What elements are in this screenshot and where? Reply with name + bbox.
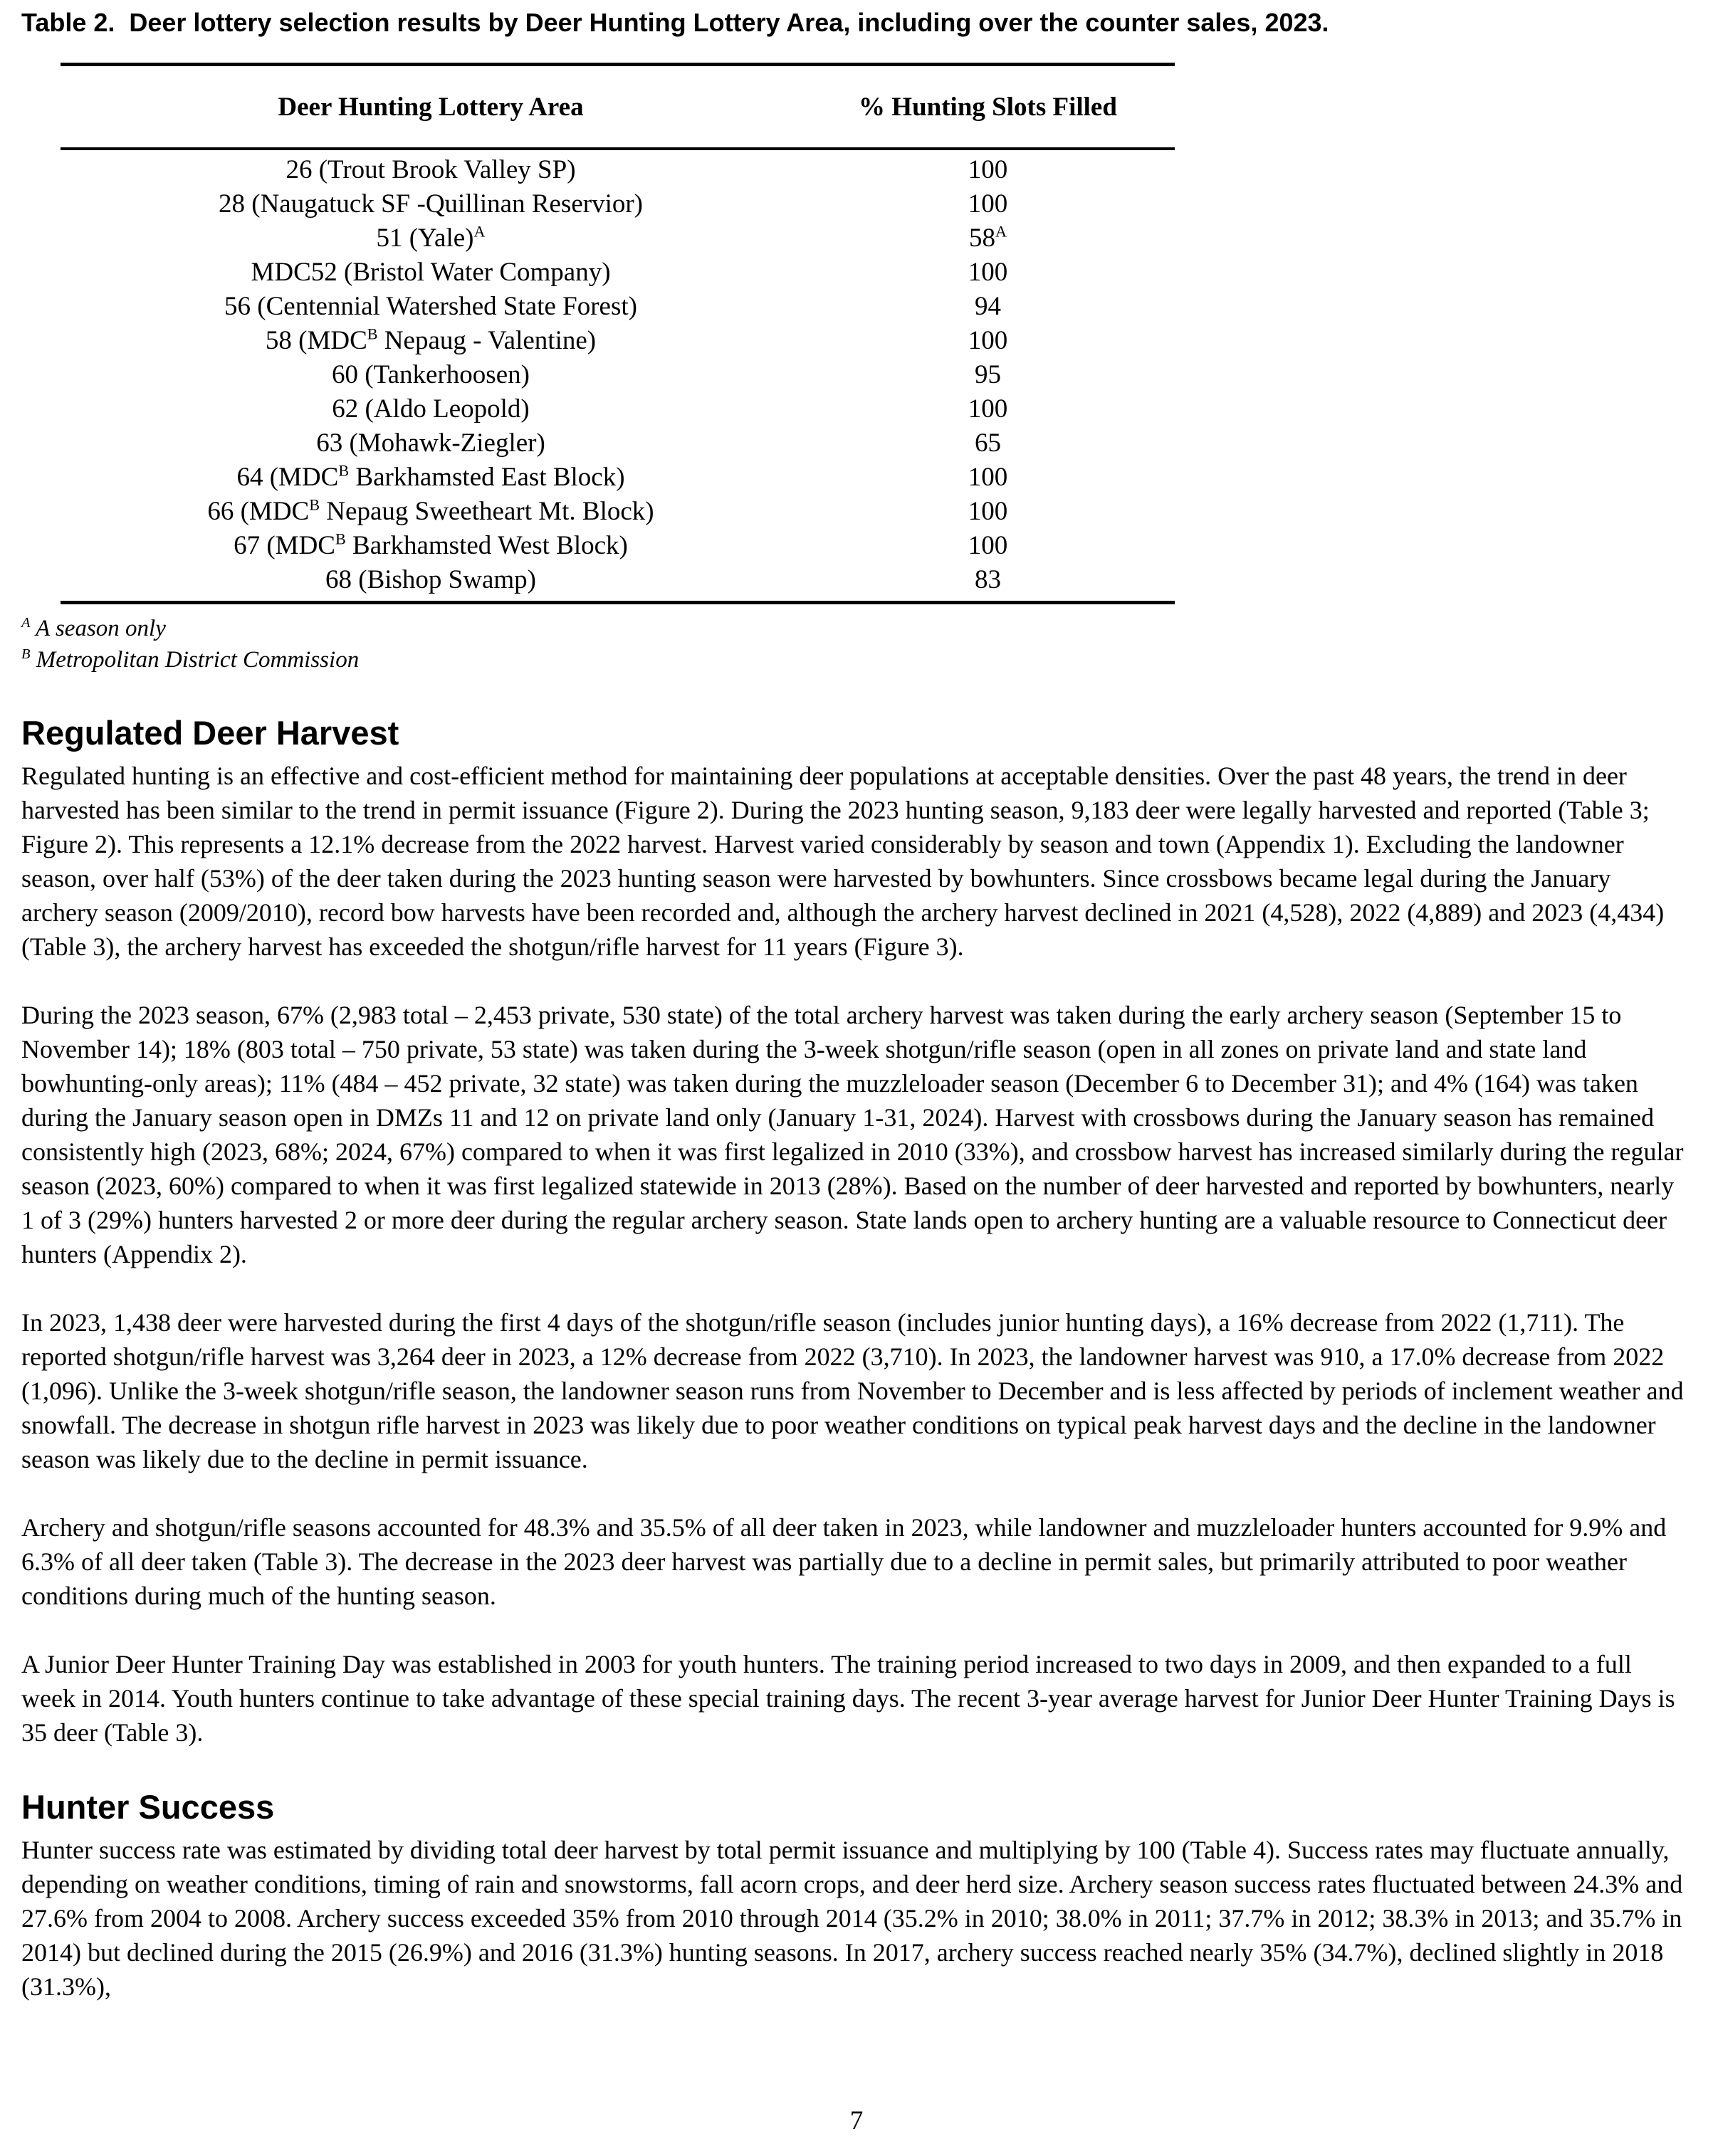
footnote: $^B$ Metropolitan District Commission [21, 646, 360, 673]
lottery-area-cell: 63 (Mohawk-Ziegler) [316, 428, 545, 458]
slots-filled-cell: 100 [968, 154, 1008, 184]
section-heading-hunter-success: Hunter Success [21, 1788, 275, 1826]
lottery-area-cell: 64 ($MDC^B$ Barkhamsted East Block) [236, 461, 625, 492]
table-row [61, 289, 1175, 323]
slots-filled-cell: $58^A$ [968, 222, 1007, 253]
paragraph-regulated-2: During the 2023 season, 67% (2,983 total – 2,453 private, 530 state) of the total archery harvest was taken during the early archery season (September 15 to November 14); 18% (803 total – 750 private, 53 state) was taken during the 3-week shotgun/rifle season (open in all zones on private land and state land bowhunting-only areas); 11% (484 – 452 private, 32 state) was taken during the muzzleloader season (December 6 to December 31); and 4% (164) was taken during the January season open in DMZs 11 and 12 on private land only (January 1-31, 2024). Harvest with crossbows during the January season has remained consistently high (2023, 68%; 2024, 67%) compared to when it was first legalized in 2010 (33%), and crossbow harvest has increased similarly during the regular season (2023, 60%) compared to when it was first legalized statewide in 2013 (28%). Based on the number of deer harvested and reported by bowhunters, nearly 1 of 3 (29%) hunters harvested 2 or more deer during the regular archery season. State lands open to archery hunting are a valuable resource to Connecticut deer hunters (Appendix 2). [21, 1001, 1684, 1268]
slots-filled-cell: 95 [975, 359, 1001, 389]
table2-footnotes [21, 613, 1692, 675]
slots-filled-cell: 100 [968, 530, 1008, 560]
paragraph-regulated-4: Archery and shotgun/rifle seasons accounted for 48.3% and 35.5% of all deer taken in 2023, while landowner and muzzleloader hunters accounted for 9.9% and 6.3% of all deer taken (Table 3). The decrease in the 2023 deer harvest was partially due to a decline in permit sales, but primarily attributed to poor weather conditions during much of the hunting season. [21, 1513, 1667, 1610]
lottery-area-cell: 28 (Naugatuck SF -Quillinan Reservior) [219, 189, 643, 219]
lottery-area-cell: 56 (Centennial Watershed State Forest) [224, 291, 637, 321]
paragraph-hunter-success-1: Hunter success rate was estimated by dividing total deer harvest by total permit issuance and multiplying by 100 (Table 4). Success rates may fluctuate annually, depending on weather conditions, timing of rain and snowstorms, fall acorn crops, and deer herd size. Archery season success rates fluctuated between 24.3% and 27.6% from 2004 to 2008. Archery success exceeded 35% from 2010 through 2014 (35.2% in 2010; 38.0% in 2011; 37.7% in 2012; 38.3% in 2013; and 35.7% in 2014) but declined during the 2015 (26.9%) and 2016 (31.3%) hunting seasons. In 2017, archery success reached nearly 35% (34.7%), declined slightly in 2018 (31.3%), [21, 1836, 1683, 2001]
lottery-table [61, 63, 1175, 604]
table-row [61, 221, 1175, 255]
table-row [61, 255, 1175, 289]
lottery-area-cell: 26 (Trout Brook Valley SP) [286, 154, 576, 184]
lottery-area-cell: 51 (Yale)$^A$ [376, 222, 486, 253]
slots-filled-cell: 100 [968, 189, 1008, 219]
table-row [61, 186, 1175, 221]
slots-filled-cell: 100 [968, 394, 1008, 424]
lottery-table-body [61, 150, 1175, 601]
paragraph-regulated-5: A Junior Deer Hunter Training Day was established in 2003 for youth hunters. The training period increased to two days in 2009, and then expanded to a full week in 2014. Youth hunters continue to take advantage of these special training days. The recent 3-year average harvest for Junior Deer Hunter Training Days is 35 deer (Table 3). [21, 1650, 1675, 1747]
lottery-area-cell: 62 (Aldo Leopold) [332, 394, 530, 424]
lottery-area-cell: MDC52 (Bristol Water Company) [251, 257, 611, 287]
footnote: $^A$ A season only [21, 615, 166, 641]
table-row [61, 323, 1175, 357]
table-row [61, 391, 1175, 426]
slots-filled-cell: 100 [968, 462, 1008, 492]
table-row [61, 357, 1175, 391]
slots-filled-cell: 65 [975, 428, 1001, 458]
table-row [61, 426, 1175, 460]
column-header-slots-filled: % Hunting Slots Filled [859, 92, 1117, 122]
slots-filled-cell: 83 [975, 564, 1001, 594]
slots-filled-cell: 100 [968, 325, 1008, 355]
lottery-area-cell: 67 ($MDC^B$ Barkhamsted West Block) [234, 530, 628, 560]
lottery-area-cell: 58 ($MDC^B$ Nepaug - Valentine) [265, 325, 597, 355]
paragraph-regulated-1: Regulated hunting is an effective and cost-efficient method for maintaining deer populations at acceptable densities. Over the past 48 years, the trend in deer harvested has been similar to the trend in permit issuance (Figure 2). During the 2023 hunting season, 9,183 deer were legally harvested and reported (Table 3; Figure 2). This represents a 12.1% decrease from the 2022 harvest. Harvest varied considerably by season and town (Appendix 1). Excluding the landowner season, over half (53%) of the deer taken during the 2023 hunting season were harvested by bowhunters. Since crossbows became legal during the January archery season (2009/2010), record bow harvests have been recorded and, although the archery harvest declined in 2021 (4,528), 2022 (4,889) and 2023 (4,434) (Table 3), the archery harvest has exceeded the shotgun/rifle harvest for 11 years (Figure 3). [21, 762, 1665, 961]
slots-filled-cell: 100 [968, 257, 1008, 287]
column-header-lottery-area: Deer Hunting Lottery Area [278, 92, 584, 122]
table-row [61, 562, 1175, 596]
paragraph-regulated-3: In 2023, 1,438 deer were harvested during the first 4 days of the shotgun/rifle season (includes junior hunting days), a 16% decrease from 2022 (1,711). The reported shotgun/rifle harvest was 3,264 deer in 2023, a 12% decrease from 2022 (3,710). In 2023, the landowner harvest was 910, a 17.0% decrease from 2022 (1,096). Unlike the 3-week shotgun/rifle season, the landowner season runs from November to December and is less affected by periods of inclement weather and snowfall. The decrease in shotgun rifle harvest in 2023 was likely due to poor weather conditions on typical peak harvest days and the decline in the landowner season was likely due to the decline in permit issuance. [21, 1308, 1684, 1473]
table-row [61, 528, 1175, 562]
table-header-row [61, 66, 1175, 150]
lottery-area-cell: 68 (Bishop Swamp) [325, 564, 536, 594]
page-number: 7 [849, 2106, 864, 2135]
lottery-area-cell: 66 ($MDC^B$ Nepaug Sweetheart Mt. Block) [207, 495, 654, 526]
table2-title: Table 2. Deer lottery selection results by Deer Hunting Lottery Area, including over the counter sales, 2023. [21, 8, 1329, 37]
slots-filled-cell: 100 [968, 496, 1008, 526]
table-row [61, 494, 1175, 528]
section-heading-regulated-deer-harvest: Regulated Deer Harvest [21, 714, 399, 752]
slots-filled-cell: 94 [975, 291, 1001, 321]
lottery-area-cell: 60 (Tankerhoosen) [332, 359, 530, 389]
table-row [61, 152, 1175, 186]
table-row [61, 460, 1175, 494]
